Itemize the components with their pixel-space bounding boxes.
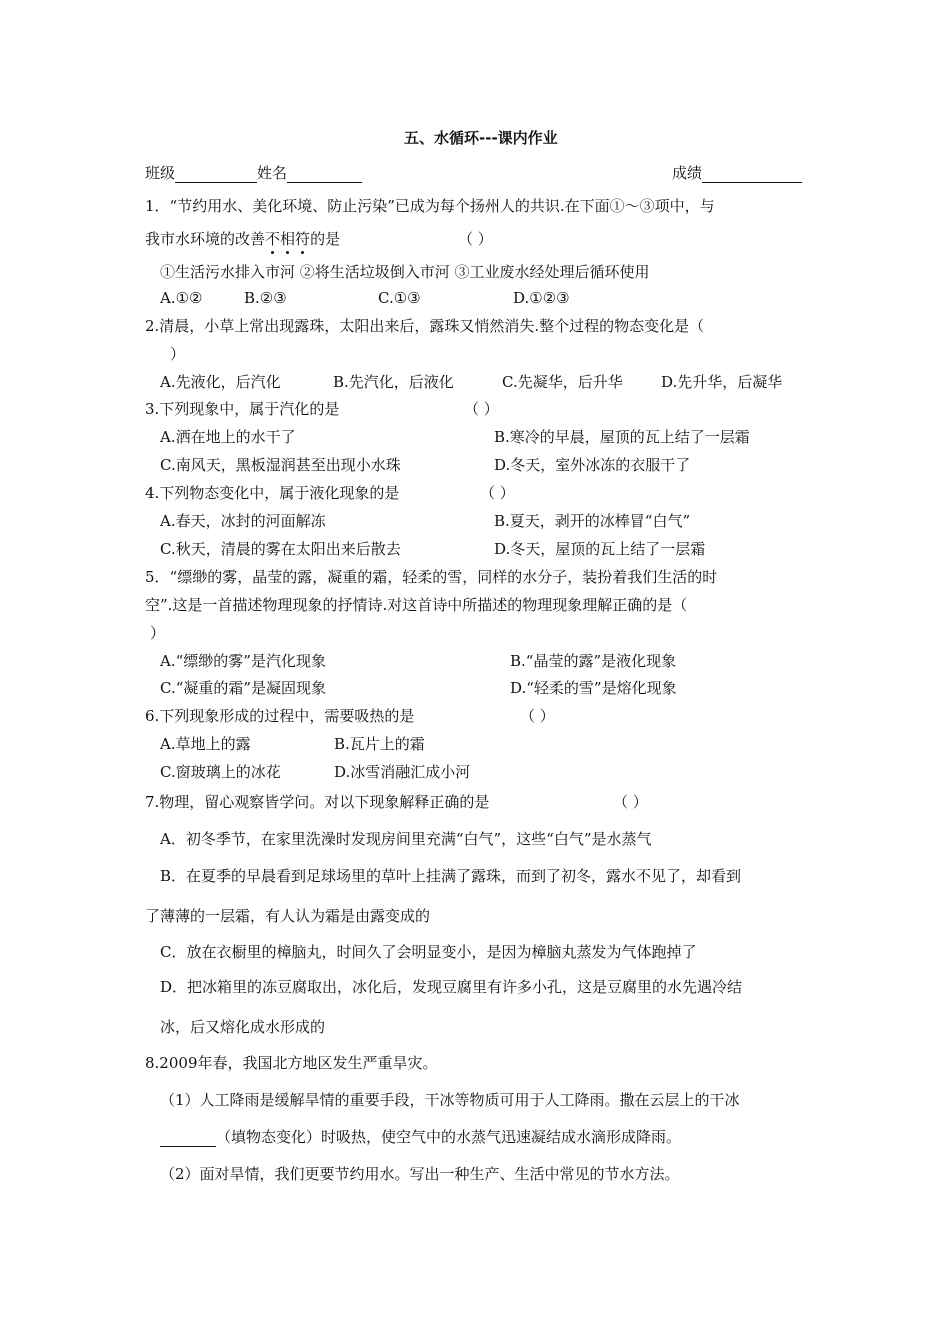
score-blank[interactable]	[702, 167, 802, 183]
emphasis-char: 不	[265, 230, 281, 248]
q4-option-d[interactable]: D.冬天，屋顶的瓦上结了一层霜	[494, 540, 706, 558]
q2-line2: ）	[170, 345, 186, 363]
q5-line1: 5．“缥缈的雾，晶莹的露，凝重的霜，轻柔的雪，同样的水分子，装扮着我们生活的时	[145, 568, 718, 586]
q1-option-a[interactable]: A.①②	[160, 289, 203, 307]
q7-option-b-line2: 了薄薄的一层霜，有人认为霜是由露变成的	[145, 907, 431, 925]
q8-stem: 8.2009年春，我国北方地区发生严重旱灾。	[145, 1054, 438, 1072]
q5-option-d[interactable]: D.“轻柔的雪”是熔化现象	[510, 679, 677, 697]
q7-option-d-line2: 冰，后又熔化成水形成的	[160, 1018, 326, 1036]
q2-option-a[interactable]: A.先液化，后汽化	[160, 373, 281, 391]
q7-option-c[interactable]: C．放在衣橱里的樟脑丸，时间久了会明显变小，是因为樟脑丸蒸发为气体跑掉了	[160, 943, 697, 961]
score-label: 成绩	[672, 164, 703, 182]
q8-part1-line1: （1）人工降雨是缓解旱情的重要手段，干冰等物质可用于人工降雨。撒在云层上的干冰	[160, 1091, 740, 1109]
page-title: 五、水循环---课内作业	[404, 129, 558, 147]
q7-option-b-line1[interactable]: B．在夏季的早晨看到足球场里的草叶上挂满了露珠，而到了初冬，露水不见了，却看到	[160, 867, 742, 885]
q6-option-c[interactable]: C.窗玻璃上的冰花	[160, 763, 281, 781]
q3-stem: 3.下列现象中，属于汽化的是	[145, 400, 340, 418]
name-blank[interactable]	[287, 167, 362, 183]
q3-option-b[interactable]: B.寒冷的早晨，屋顶的瓦上结了一层霜	[494, 428, 750, 446]
q5-line2: 空”.这是一首描述物理现象的抒情诗.对这首诗中所描述的物理现象理解正确的是（	[145, 596, 688, 614]
q2-option-c[interactable]: C.先凝华，后升华	[502, 373, 623, 391]
q8-part1-line2: （填物态变化）时吸热，使空气中的水蒸气迅速凝结成水滴形成降雨。	[160, 1127, 681, 1147]
emphasis-char: 相	[280, 230, 296, 248]
q6-option-d[interactable]: D.冰雪消融汇成小河	[334, 763, 471, 781]
q6-option-b[interactable]: B.瓦片上的霜	[334, 735, 425, 753]
q6-stem: 6.下列现象形成的过程中，需要吸热的是	[145, 707, 415, 725]
q1-option-d[interactable]: D.①②③	[513, 289, 570, 307]
q4-answer-paren[interactable]: （ ）	[480, 484, 515, 502]
q1-items: ①生活污水排入市河 ②将生活垃圾倒入市河 ③工业废水经处理后循环使用	[160, 263, 650, 281]
q3-option-a[interactable]: A.洒在地上的水干了	[160, 428, 296, 446]
q5-option-b[interactable]: B.“晶莹的露”是液化现象	[510, 652, 677, 670]
q5-option-c[interactable]: C.“凝重的霜”是凝固现象	[160, 679, 327, 697]
class-blank[interactable]	[175, 167, 257, 183]
q1-line1: 1．“节约用水、美化环境、防止污染”已成为每个扬州人的共识.在下面①～③项中，与	[145, 197, 715, 215]
q6-answer-paren[interactable]: （ ）	[520, 707, 555, 725]
q4-option-a[interactable]: A.春天，冰封的河面解冻	[160, 512, 326, 530]
q3-option-d[interactable]: D.冬天，室外冰冻的衣服干了	[494, 456, 691, 474]
q3-option-c[interactable]: C.南风天，黑板湿润甚至出现小水珠	[160, 456, 401, 474]
q4-option-c[interactable]: C.秋天，清晨的雾在太阳出来后散去	[160, 540, 401, 558]
q2-option-d[interactable]: D.先升华，后凝华	[661, 373, 783, 391]
name-label: 姓名	[257, 164, 288, 182]
q8-answer-blank[interactable]	[160, 1131, 216, 1147]
q8-part2: （2）面对旱情，我们更要节约用水。写出一种生产、生活中常见的节水方法。	[160, 1165, 680, 1183]
q1-option-b[interactable]: B.②③	[244, 289, 287, 307]
q7-option-a[interactable]: A．初冬季节，在家里洗澡时发现房间里充满“白气”，这些“白气”是水蒸气	[160, 830, 652, 848]
q7-option-d-line1[interactable]: D．把冰箱里的冻豆腐取出，冰化后，发现豆腐里有许多小孔，这是豆腐里的水先遇冷结	[160, 978, 743, 996]
q2-line1: 2.清晨，小草上常出现露珠，太阳出来后，露珠又悄然消失.整个过程的物态变化是（	[145, 317, 705, 335]
q7-stem: 7.物理，留心观察皆学问。对以下现象解释正确的是	[145, 793, 490, 811]
q7-answer-paren[interactable]: （ ）	[613, 793, 648, 811]
class-label: 班级	[145, 164, 176, 182]
emphasis-char: 符	[295, 230, 311, 248]
student-info-row	[145, 163, 805, 183]
q6-option-a[interactable]: A.草地上的露	[160, 735, 251, 753]
q1-stem: 我市水环境的改善不相符的是	[145, 230, 341, 248]
q4-option-b[interactable]: B.夏天，剥开的冰棒冒“白气”	[494, 512, 691, 530]
q2-option-b[interactable]: B.先汽化，后液化	[333, 373, 454, 391]
q1-answer-paren[interactable]: （ ）	[458, 230, 493, 248]
q1-option-c[interactable]: C.①③	[378, 289, 421, 307]
q5-option-a[interactable]: A.“缥缈的雾”是汽化现象	[160, 652, 326, 670]
q4-stem: 4.下列物态变化中，属于液化现象的是	[145, 484, 400, 502]
q5-line3: ）	[150, 624, 166, 642]
q3-answer-paren[interactable]: （ ）	[464, 400, 499, 418]
